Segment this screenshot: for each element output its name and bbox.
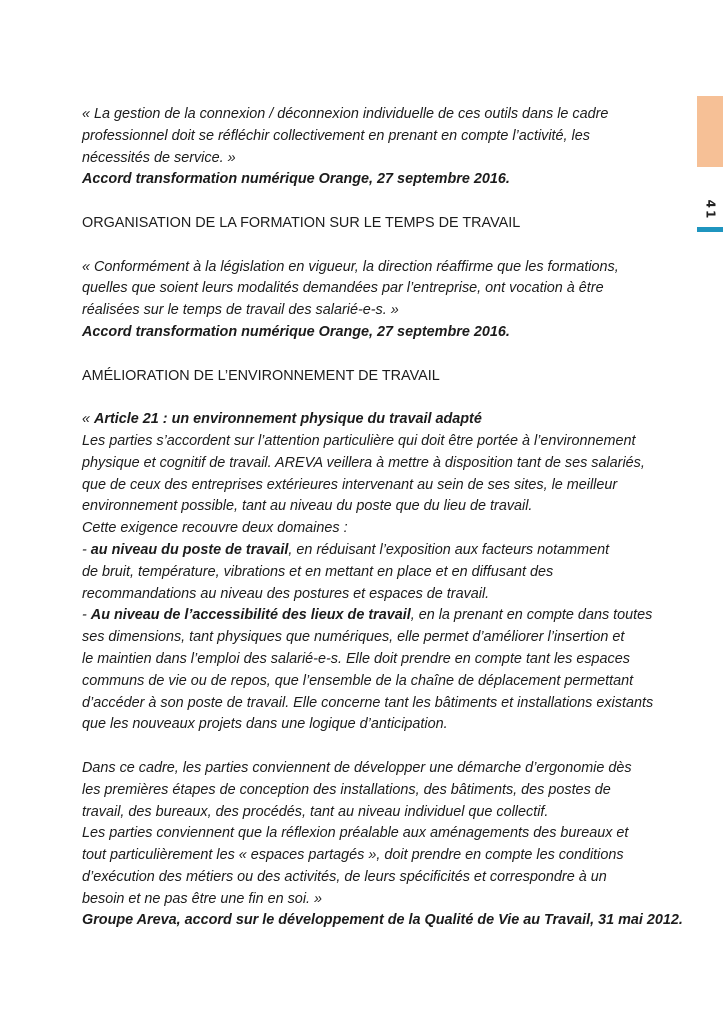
- page-number-bar: [697, 227, 723, 232]
- quote-line: d’accéder à son poste de travail. Elle concerne tant les bâtiments et installations existants: [82, 694, 654, 711]
- quote-source: Accord transformation numérique Orange, 27 septembre 2016.: [82, 171, 510, 188]
- quote-line: « La gestion de la connexion / déconnexion individuelle de ces outils dans le cadre: [82, 106, 609, 122]
- bullet-text: , en la prenant en compte dans toutes: [410, 607, 653, 624]
- quote-line: de bruit, température, vibrations et en mettant en place et en diffusant des: [82, 563, 554, 580]
- quote-line: « Conformément à la législation en vigueur, la direction réaffirme que les formations,: [82, 258, 619, 275]
- quote-line: Dans ce cadre, les parties conviennent de développer une démarche d’ergonomie dès: [82, 759, 632, 776]
- quote-source: Groupe Areva, accord sur le développement de la Qualité de Vie au Travail, 31 mai 2012.: [82, 912, 683, 929]
- bullet-line: [82, 605, 682, 627]
- quote-line: tout particulièrement les « espaces partagés », doit prendre en compte les conditions: [82, 847, 624, 864]
- quote-line: professionnel doit se réfléchir collectivement en prenant en compte l’activité, les: [82, 127, 590, 144]
- bullet-text: , en réduisant l’exposition aux facteurs notamment: [288, 541, 610, 558]
- bullet-line: [82, 540, 682, 562]
- article-title-line: [82, 409, 682, 431]
- quote-line: Les parties conviennent que la réflexion préalable aux aménagements des bureaux et: [82, 825, 629, 842]
- quote-line: nécessités de service. »: [82, 149, 236, 166]
- document-body: [82, 104, 682, 932]
- quote-source: Accord transformation numérique Orange, 27 septembre 2016.: [82, 323, 510, 340]
- page-number-text: 41: [702, 199, 717, 221]
- quote-line: que de ceux des entreprises extérieures intervenant au sein de ses sites, le meilleur: [82, 476, 618, 493]
- quote-line: recommandations au niveau des postures et espaces de travail.: [82, 585, 490, 602]
- section-heading: AMÉLIORATION DE L’ENVIRONNEMENT DE TRAVAIL: [82, 367, 440, 384]
- quote-open: «: [82, 411, 95, 428]
- quote-line: Cette exigence recouvre deux domaines :: [82, 520, 348, 537]
- bullet-dash: -: [82, 607, 91, 624]
- bullet-bold: au niveau du poste de travail: [90, 541, 289, 558]
- quote-line: ses dimensions, tant physiques que numériques, elle permet d’améliorer l’insertion et: [82, 629, 625, 646]
- quote-line: que les nouveaux projets dans une logique d’anticipation.: [82, 716, 448, 733]
- quote-line: Les parties s’accordent sur l’attention particulière qui doit être portée à l’environnement: [82, 432, 636, 449]
- side-tab-marker: [697, 96, 723, 167]
- bullet-bold: Au niveau de l’accessibilité des lieux de travail: [90, 607, 411, 624]
- quote-line: réalisées sur le temps de travail des salarié-e-s. »: [82, 302, 399, 319]
- quote-line: d’exécution des métiers ou des activités, de leurs spécificités et correspondre à un: [82, 868, 607, 885]
- article-title: Article 21 : un environnement physique du travail adapté: [94, 411, 482, 428]
- quote-line: les premières étapes de conception des installations, des bâtiments, des postes de: [82, 781, 611, 798]
- quote-line: le maintien dans l’emploi des salarié-e-s. Elle doit prendre en compte tant les espaces: [82, 650, 630, 667]
- section-heading: ORGANISATION DE LA FORMATION SUR LE TEMPS DE TRAVAIL: [82, 214, 521, 231]
- quote-line: travail, des bureaux, des procédés, tant au niveau individuel que collectif.: [82, 803, 549, 820]
- quote-line: besoin et ne pas être une fin en soi. »: [82, 890, 323, 907]
- quote-line: environnement possible, tant au niveau du poste que du lieu de travail.: [82, 498, 533, 515]
- bullet-dash: -: [82, 541, 91, 558]
- page-number: [697, 195, 723, 225]
- quote-line: communs de vie ou de repos, que l’ensemble de la chaîne de déplacement permettant: [82, 672, 634, 689]
- quote-line: quelles que soient leurs modalités demandées par l’entreprise, ont vocation à être: [82, 280, 604, 297]
- quote-line: physique et cognitif de travail. AREVA veillera à mettre à disposition tant de ses salariés,: [82, 454, 645, 471]
